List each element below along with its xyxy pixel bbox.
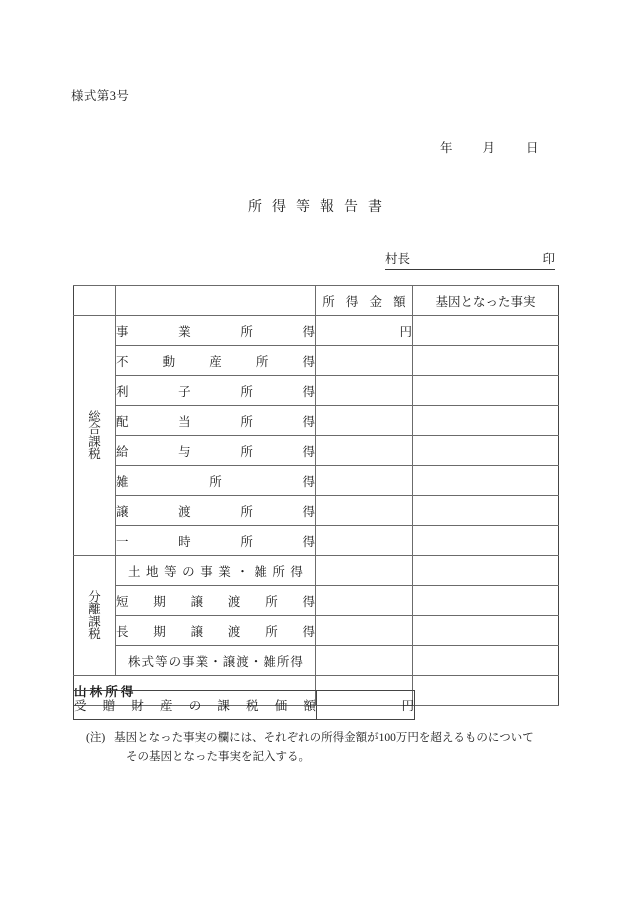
name-char: 渡 — [227, 624, 241, 639]
name-char: 株 — [128, 654, 141, 669]
header-category-blank — [74, 286, 116, 316]
gift-char: 額 — [303, 699, 316, 713]
header-amount: 所 得 金 額 — [316, 286, 413, 316]
name-char: 山 — [74, 684, 87, 699]
category-vertical-text — [74, 591, 115, 641]
name-char: 所 — [255, 354, 269, 369]
name-char: 譲 — [116, 504, 129, 519]
name-char: 得 — [290, 654, 303, 669]
name-char: 期 — [153, 594, 166, 609]
name-char: 雑 — [263, 654, 276, 669]
amount-input-cell[interactable] — [316, 436, 413, 466]
cause-input-cell[interactable] — [413, 586, 559, 616]
name-char: 事 — [116, 324, 129, 339]
amount-input-cell[interactable] — [316, 586, 413, 616]
table-row — [74, 346, 559, 376]
table-row — [74, 436, 559, 466]
amount-input-cell[interactable] — [316, 496, 413, 526]
income-type-name — [116, 586, 316, 616]
name-char: 所 — [276, 654, 290, 669]
table-row — [74, 586, 559, 616]
name-char: 譲 — [222, 654, 236, 669]
name-char: 渡 — [178, 504, 191, 519]
name-char: の — [182, 564, 195, 579]
name-char: 得 — [302, 534, 315, 549]
name-char: 所 — [240, 324, 253, 339]
category-char: 分 — [88, 589, 101, 604]
name-char: 一 — [116, 534, 129, 549]
table-row — [74, 316, 559, 346]
date-day-label: 日 — [526, 141, 539, 155]
name-char: 等 — [155, 654, 168, 669]
amount-input-cell[interactable] — [316, 526, 413, 556]
amount-input-cell[interactable]: 円 — [316, 316, 413, 346]
name-char: 配 — [116, 414, 129, 429]
category-vertical-text — [74, 411, 115, 461]
name-char: 業 — [218, 564, 231, 579]
table-row — [74, 496, 559, 526]
name-char: 得 — [290, 564, 303, 579]
table-row — [74, 526, 559, 556]
amount-input-cell[interactable] — [316, 376, 413, 406]
cause-input-cell[interactable] — [413, 676, 559, 706]
cause-input-cell[interactable] — [413, 436, 559, 466]
income-type-name — [116, 556, 316, 586]
gift-char: 税 — [246, 699, 259, 713]
category-char: 課 — [88, 434, 101, 449]
cause-input-cell[interactable] — [413, 496, 559, 526]
name-char: 期 — [153, 624, 166, 639]
name-char: 等 — [164, 564, 177, 579]
cause-input-cell[interactable] — [413, 526, 559, 556]
footnote-text-1: 基因となった事実の欄には、それぞれの所得金額が100万円を超えるものについて — [114, 732, 534, 744]
name-char: 事 — [200, 564, 213, 579]
table-row — [74, 556, 559, 586]
name-char: 土 — [128, 564, 141, 579]
table-row — [74, 376, 559, 406]
income-type-name — [116, 466, 316, 496]
name-char: 所 — [240, 384, 253, 399]
gift-char: 受 — [74, 699, 87, 713]
name-char: 所 — [240, 504, 253, 519]
category-char: 課 — [88, 614, 101, 629]
form-number: 様式第3号 — [71, 89, 130, 103]
name-char: 雑 — [116, 474, 129, 489]
name-char: 得 — [302, 504, 315, 519]
name-char: 不 — [116, 354, 129, 369]
income-type-name — [116, 346, 316, 376]
name-char: 渡 — [236, 654, 249, 669]
name-char: 所 — [272, 564, 285, 579]
amount-input-cell[interactable] — [316, 406, 413, 436]
category-char: 総 — [88, 409, 101, 424]
table-row — [74, 466, 559, 496]
income-type-name — [116, 376, 316, 406]
header-cause: 基因となった事実 — [413, 286, 559, 316]
table-row — [74, 616, 559, 646]
name-char: 渡 — [227, 594, 241, 609]
gift-char: 財 — [131, 699, 144, 713]
category-char: 税 — [88, 627, 101, 641]
name-char: 子 — [178, 384, 191, 399]
gift-char: 課 — [217, 699, 230, 713]
name-char: 得 — [302, 384, 315, 399]
name-char: 利 — [116, 384, 129, 399]
income-type-name — [116, 436, 316, 466]
income-type-name — [116, 616, 316, 646]
category-label-separate — [74, 556, 116, 676]
date-line — [440, 138, 539, 156]
gift-amount-input-cell[interactable]: 円 — [317, 691, 415, 720]
income-type-name — [116, 406, 316, 436]
name-char: 動 — [162, 354, 176, 369]
name-char: 業 — [195, 654, 209, 669]
income-table — [73, 285, 559, 706]
name-char: 地 — [146, 564, 159, 579]
name-char: 所 — [265, 594, 278, 609]
gift-char: 産 — [160, 699, 173, 713]
name-char: 時 — [178, 534, 191, 549]
name-char: 長 — [116, 624, 129, 639]
cause-input-cell[interactable] — [413, 346, 559, 376]
name-char: 得 — [302, 324, 315, 339]
name-char: 得 — [302, 444, 315, 459]
cause-input-cell[interactable] — [413, 316, 559, 346]
name-char: 所 — [240, 534, 253, 549]
footnote-marker: (注) — [86, 732, 106, 744]
cause-input-cell[interactable] — [413, 406, 559, 436]
seal-mark: 印 — [542, 252, 555, 266]
name-char: 得 — [120, 684, 134, 699]
cause-input-cell[interactable] — [413, 556, 559, 586]
name-char: 式 — [141, 654, 155, 669]
gift-char: 価 — [274, 699, 288, 713]
name-char: 所 — [209, 474, 222, 489]
amount-input-cell[interactable] — [316, 616, 413, 646]
income-type-name — [116, 316, 316, 346]
name-char: 所 — [240, 414, 253, 429]
name-char: の — [168, 654, 182, 669]
name-char: 短 — [116, 594, 129, 609]
cause-input-cell[interactable] — [413, 466, 559, 496]
name-char: 産 — [209, 354, 222, 369]
date-month-label: 月 — [482, 141, 496, 155]
name-char: 給 — [116, 444, 129, 459]
name-char: 林 — [89, 684, 103, 699]
gift-char: の — [188, 699, 202, 713]
name-char: 雑 — [254, 564, 267, 579]
footnote-line-2: その基因となった事実を記入する。 — [126, 751, 310, 763]
category-label-comprehensive — [74, 316, 116, 556]
footnote — [86, 729, 556, 767]
gift-tax-box — [73, 690, 415, 720]
category-char: 税 — [88, 447, 101, 461]
name-char: 得 — [302, 414, 315, 429]
amount-input-cell[interactable] — [316, 646, 413, 676]
category-char: 離 — [88, 602, 101, 616]
name-char: ・ — [236, 564, 249, 579]
income-type-name — [116, 646, 316, 676]
category-char: 合 — [88, 422, 101, 436]
cause-input-cell[interactable] — [413, 616, 559, 646]
gift-row — [74, 691, 415, 720]
date-year-label: 年 — [440, 141, 453, 155]
name-char: 得 — [302, 354, 315, 369]
name-char: 所 — [265, 624, 278, 639]
name-char: 事 — [182, 654, 195, 669]
name-char: 所 — [240, 444, 253, 459]
name-char: 譲 — [190, 594, 204, 609]
amount-input-cell[interactable] — [316, 346, 413, 376]
cause-input-cell[interactable] — [413, 376, 559, 406]
cause-input-cell[interactable] — [413, 646, 559, 676]
addressee-line — [385, 251, 555, 270]
gift-label — [74, 691, 317, 720]
name-char: ・ — [249, 654, 263, 669]
income-type-name — [116, 496, 316, 526]
name-char: 得 — [302, 474, 315, 489]
document-title: 所得等報告書 — [248, 200, 392, 215]
name-char: 所 — [105, 684, 118, 699]
name-char: 得 — [302, 594, 315, 609]
name-char: 得 — [302, 624, 315, 639]
header-name-blank — [116, 286, 316, 316]
name-char: 当 — [178, 414, 191, 429]
name-char: 業 — [178, 324, 191, 339]
amount-input-cell[interactable] — [316, 466, 413, 496]
gift-char: 贈 — [102, 699, 116, 713]
amount-input-cell[interactable] — [316, 556, 413, 586]
footnote-line-1 — [86, 729, 556, 748]
name-char: ・ — [209, 654, 222, 669]
table-row — [74, 646, 559, 676]
table-header-row — [74, 286, 559, 316]
name-char: 譲 — [190, 624, 204, 639]
table-row — [74, 406, 559, 436]
name-char: 与 — [178, 444, 191, 459]
addressee-recipient: 村長 — [385, 252, 411, 266]
income-type-name — [116, 526, 316, 556]
